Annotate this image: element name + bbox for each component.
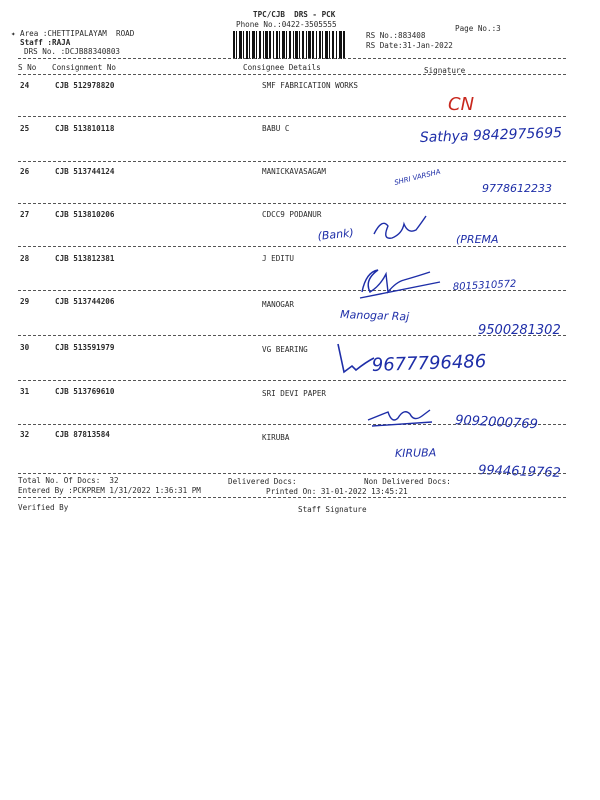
rs-date: RS Date:31-Jan-2022 (366, 41, 453, 50)
row-consignee: CDCC9 PODANUR (262, 210, 322, 219)
col-signature: Signature (424, 66, 466, 75)
divider (18, 473, 566, 474)
sig-row-31-phone: 9092000769 (454, 413, 539, 433)
sig-row-32-phone: 9944619762 (477, 463, 562, 481)
page-number: Page No.:3 (455, 24, 501, 33)
delivered-docs: Delivered Docs: (228, 477, 297, 486)
sig-row-29-name: Manogar Raj (339, 308, 410, 324)
row-sno: 27 (20, 210, 30, 219)
total-docs: Total No. Of Docs: 32 (18, 476, 119, 485)
row-consignee: J EDITU (262, 254, 295, 263)
col-consignee: Consignee Details (243, 63, 321, 72)
row-consignment: CJB 513744124 (55, 167, 115, 176)
printed-on: Printed On: 31-01-2022 13:45:21 (266, 487, 408, 496)
sig-row-25: Sathya 9842975695 (419, 125, 563, 146)
bullet-icon: ✦ (11, 29, 16, 38)
row-consignee: BABU C (262, 124, 290, 133)
phone-number: Phone No.:0422-3505555 (236, 20, 337, 29)
row-consignment: CJB 513810118 (55, 124, 115, 133)
row-consignee: KIRUBA (262, 433, 290, 442)
row-sno: 26 (20, 167, 30, 176)
staff-field: Staff :RAJA (20, 38, 71, 47)
sig-row-24: CN (448, 94, 475, 115)
entered-by: Entered By :PCKPREM 1/31/2022 1:36:31 PM (18, 486, 201, 495)
sig-row-27-a: (Bank) (316, 226, 355, 243)
col-sno: S No (18, 63, 37, 72)
row-sno: 32 (20, 430, 30, 439)
row-sno: 29 (20, 297, 30, 306)
sig-row-32-name: KIRUBA (394, 446, 437, 460)
sig-row-31-scribble (368, 410, 432, 426)
sig-row-26-name: SHRI VARSHA (393, 167, 442, 187)
sig-row-30-phone: 9677796486 (371, 351, 487, 376)
row-consignee: MANICKAVASAGAM (262, 167, 327, 176)
sig-row-28-phone: 8015310572 (452, 278, 517, 293)
row-consignee: SRI DEVI PAPER (262, 389, 327, 398)
sig-row-30-scribble (338, 344, 374, 372)
staff-signature-label: Staff Signature (298, 505, 367, 514)
row-consignment: CJB 513744206 (55, 297, 115, 306)
row-consignment: CJB 513812381 (55, 254, 115, 263)
row-consignee: MANOGAR (262, 300, 295, 309)
row-consignment: CJB 87813584 (55, 430, 110, 439)
row-sno: 30 (20, 343, 30, 352)
sig-row-27-b: (PREMA (456, 233, 499, 246)
row-sno: 28 (20, 254, 30, 263)
row-sno: 24 (20, 81, 30, 90)
row-consignee: SMF FABRICATION WORKS (262, 81, 359, 90)
sig-row-29-phone: 9500281302 (478, 323, 561, 338)
row-consignment: CJB 513769610 (55, 387, 115, 396)
row-consignment: CJB 513810206 (55, 210, 115, 219)
row-sno: 31 (20, 387, 30, 396)
sig-row-28-scribble (360, 270, 440, 298)
divider (18, 497, 566, 498)
verified-by: Verified By (18, 503, 69, 512)
row-sno: 25 (20, 124, 30, 133)
document-title: TPC/CJB DRS - PCK (253, 10, 336, 19)
row-consignment: CJB 512978820 (55, 81, 115, 90)
col-consignment: Consignment No (52, 63, 117, 72)
sig-row-26-phone: 9778612233 (482, 182, 552, 195)
rs-number: RS No.:883408 (366, 31, 426, 40)
drs-number: DRS No. :DCJB88340803 (24, 47, 121, 56)
row-consignee: VG BEARING (262, 345, 308, 354)
area-field: Area :CHETTIPALAYAM ROAD (20, 29, 135, 38)
row-consignment: CJB 513591979 (55, 343, 115, 352)
sig-row-27-scribble (374, 216, 426, 238)
non-delivered-docs: Non Delivered Docs: (364, 477, 451, 486)
